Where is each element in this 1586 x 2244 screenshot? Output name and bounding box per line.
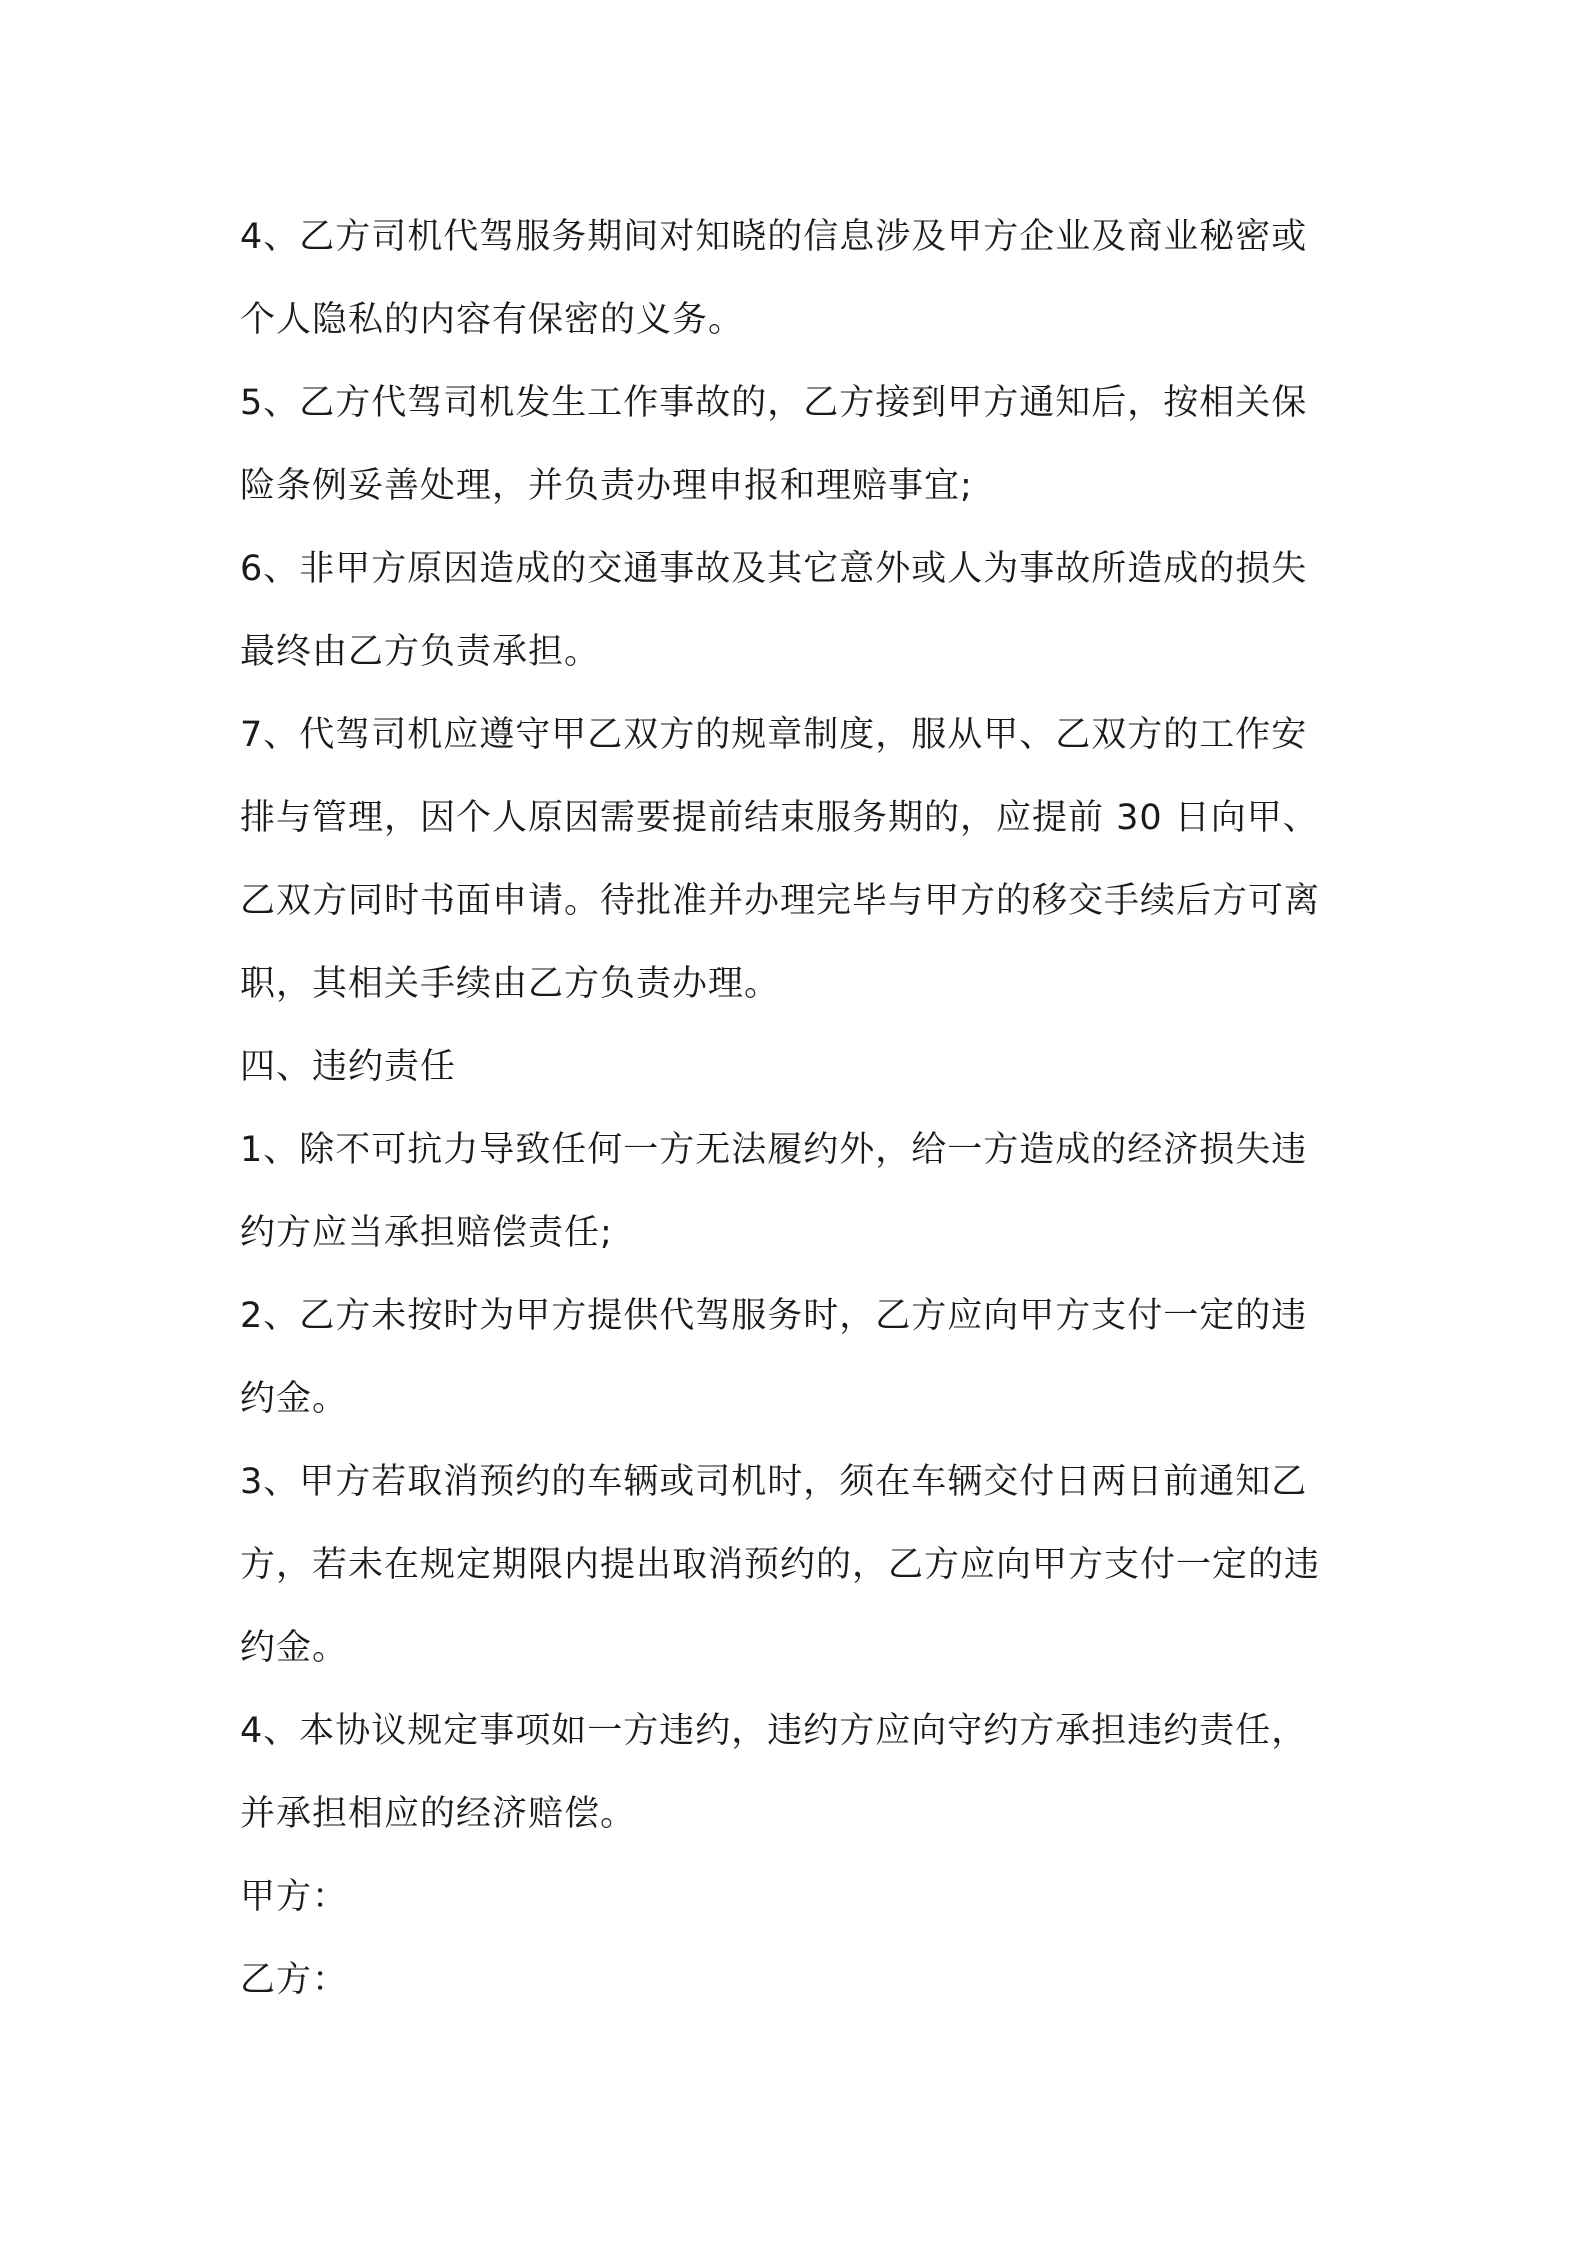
text-line: 个人隐私的内容有保密的义务。 [240,300,745,340]
clause-3-5 [240,362,1360,528]
clause-4-4 [240,1690,1360,1856]
clause-4-2 [240,1275,1360,1441]
clause-3-6 [240,528,1360,694]
signature-label: 甲方： [240,1877,349,1917]
document-body [240,196,1360,2022]
section-heading: 四、违约责任 [240,1047,457,1087]
text-line: 4、乙方司机代驾服务期间对知晓的信息涉及甲方企业及商业秘密或 [240,217,1308,257]
clause-3-7 [240,694,1360,1026]
text-line: 6、非甲方原因造成的交通事故及其它意外或人为事故所造成的损失 [240,549,1308,589]
signature-party-b [240,1939,1360,2022]
text-line: 险条例妥善处理，并负责办理申报和理赔事宜; [240,466,973,506]
text-line: 并承担相应的经济赔偿。 [240,1794,637,1834]
section-4-heading [240,1026,1360,1109]
text-line: 2、乙方未按时为甲方提供代驾服务时，乙方应向甲方支付一定的违 [240,1296,1308,1336]
text-line: 约金。 [240,1628,349,1668]
text-line: 职，其相关手续由乙方负责办理。 [240,964,781,1004]
signature-party-a [240,1856,1360,1939]
clause-4-1 [240,1109,1360,1275]
text-line: 最终由乙方负责承担。 [240,632,601,672]
text-line: 排与管理，因个人原因需要提前结束服务期的，应提前 30 日向甲、 [240,798,1319,838]
text-line: 7、代驾司机应遵守甲乙双方的规章制度，服从甲、乙双方的工作安 [240,715,1308,755]
text-line: 约金。 [240,1379,349,1419]
signature-label: 乙方： [240,1960,349,2000]
text-line: 3、甲方若取消预约的车辆或司机时，须在车辆交付日两日前通知乙 [240,1462,1308,1502]
text-line: 约方应当承担赔偿责任; [240,1213,613,1253]
text-line: 1、除不可抗力导致任何一方无法履约外，给一方造成的经济损失违 [240,1130,1308,1170]
clause-3-4 [240,196,1360,362]
text-line: 方，若未在规定期限内提出取消预约的，乙方应向甲方支付一定的违 [240,1545,1321,1585]
text-line: 4、本协议规定事项如一方违约，违约方应向守约方承担违约责任， [240,1711,1308,1751]
text-line: 5、乙方代驾司机发生工作事故的，乙方接到甲方通知后，按相关保 [240,383,1308,423]
text-line: 乙双方同时书面申请。待批准并办理完毕与甲方的移交手续后方可离 [240,881,1321,921]
clause-4-3 [240,1441,1360,1690]
